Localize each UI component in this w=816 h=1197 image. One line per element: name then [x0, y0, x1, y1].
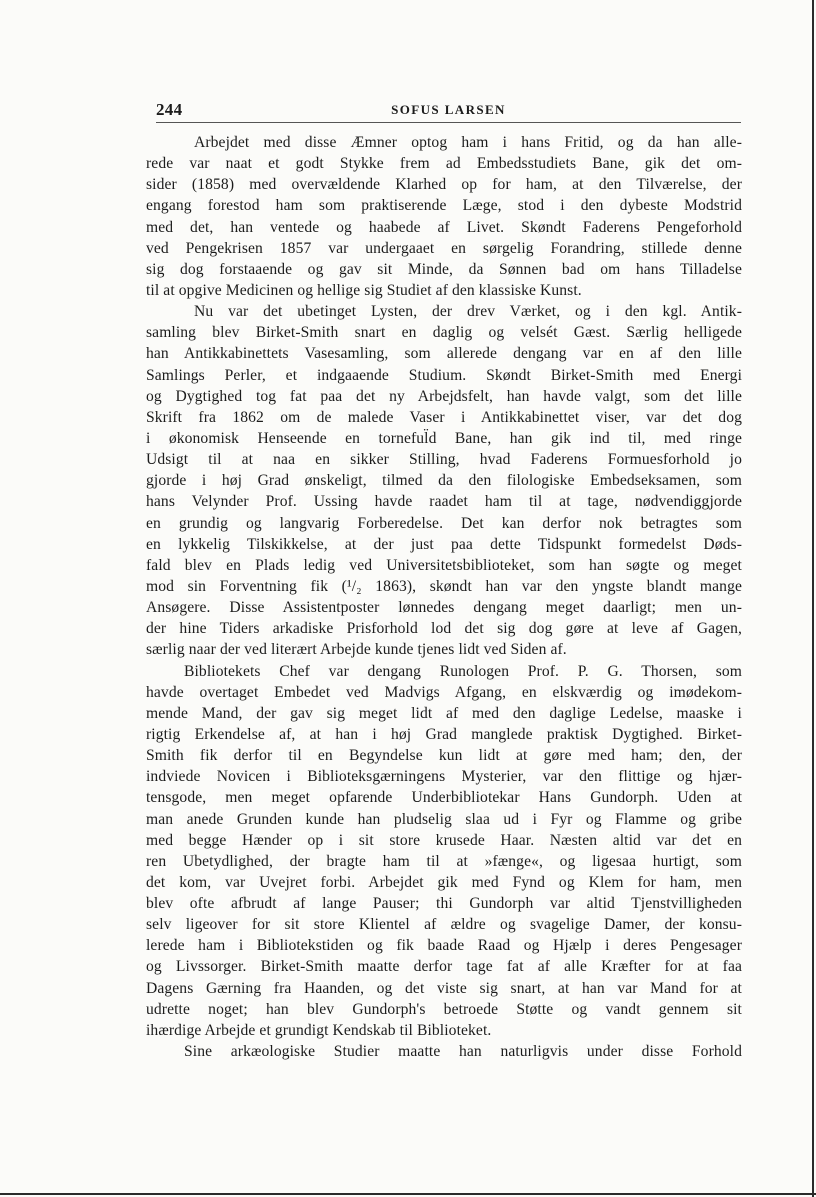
text-line: hans Velynder Prof. Ussing havde raadet ham til at tage, nødvendiggjorde: [146, 493, 742, 511]
text-line: til at opgive Medicinen og hellige sig Studiet af den klassiske Kunst.: [146, 281, 582, 299]
text-line: det kom, var Uvejret forbi. Arbejdet gik med Fynd og Klem for ham, men: [146, 873, 742, 891]
text-line: sider (1858) med overvældende Klarhed op for ham, at den Tilværelse, der: [146, 176, 742, 194]
text-line: mende Mand, der gav sig meget lidt af med den daglige Ledelse, maaske i: [146, 704, 742, 722]
text-line: ihærdige Arbejde et grundigt Kendskab til Biblioteket.: [146, 1021, 492, 1039]
text-line: Bibliotekets Chef var dengang Runologen Prof. P. G. Thorsen, som: [184, 662, 742, 680]
body-text: [146, 132, 742, 1062]
text-line: mod sin Forventning fik (¹/₂ 1863), skøndt han var den yngste blandt mange: [146, 577, 742, 595]
text-line: udrette noget; han blev Gundorph's betroede Støtte og vandt gennem sit: [146, 1000, 742, 1018]
page-number: 244: [156, 100, 183, 119]
page-header: [156, 100, 741, 124]
text-line: og Dygtighed tog fat paa det ny Arbejdsfelt, han havde valgt, som det lille: [146, 387, 742, 405]
text-line: Nu var det ubetinget Lysten, der drev Værket, og i den kgl. Antik-: [194, 303, 742, 321]
text-line: han Antikkabinettets Vasesamling, som allerede dengang var en af den lille: [146, 345, 742, 363]
text-line: engang forestod ham som praktiserende Læge, stod i den dybeste Modstrid: [146, 197, 742, 215]
running-head: SOFUS LARSEN: [391, 102, 506, 117]
text-line: rede var naat et godt Stykke frem ad Embedsstudiets Bane, gik det om-: [146, 155, 742, 173]
text-line: Skrift fra 1862 om de malede Vaser i Antikkabinettet viser, var det dog: [146, 408, 742, 426]
text-line: en lykkelig Tilskikkelse, at der just paa dette Tidspunkt formedelst Døds-: [146, 535, 742, 553]
text-line: Smith fik derfor til en Begyndelse kun lidt at gøre med ham; den, der: [146, 747, 742, 765]
text-line: i økonomisk Henseende en torneful̈d Bane, han gik ind til, med ringe: [146, 429, 742, 447]
text-line: Arbejdet med disse Æmner optog ham i hans Fritid, og da han alle-: [194, 134, 742, 151]
text-line: samling blev Birket-Smith snart en daglig og velsét Gæst. Særlig helligede: [146, 324, 742, 342]
scan-edge-right: [812, 0, 814, 1197]
text-line: Dagens Gærning fra Haanden, og det viste sig snart, at han var Mand for at: [146, 979, 742, 997]
text-line: Udsigt til at naa en sikker Stilling, hvad Faderens Formuesforhold jo: [146, 451, 742, 469]
text-line: ved Pengekrisen 1857 var undergaaet en sørgelig Forandring, stillede denne: [146, 239, 742, 257]
text-line: blev ofte afbrudt af lange Pauser; thi Gundorph var altid Tjenstvilligheden: [146, 895, 742, 913]
text-line: Samlings Perler, et indgaaende Studium. Skøndt Birket-Smith med Energi: [146, 366, 742, 384]
text-line: sig dog forstaaende og gav sit Minde, da Sønnen bad om hans Tilladelse: [146, 260, 742, 278]
text-line: en grundig og langvarig Forberedelse. Det kan derfor nok betragtes som: [146, 514, 742, 532]
text-line: Sine arkæologiske Studier maatte han naturligvis under disse Forhold: [184, 1043, 742, 1061]
text-line: med det, han ventede og haabede af Livet. Skøndt Faderens Pengeforhold: [146, 218, 742, 236]
text-line: særlig naar der ved literært Arbejde kunde tjenes lidt ved Siden af.: [146, 641, 567, 659]
text-line: der hine Tiders arkadiske Prisforhold lod det sig dog gøre at leve af Gagen,: [146, 620, 742, 638]
text-line: Ansøgere. Disse Assistentposter lønnedes dengang meget daarligt; men un-: [146, 599, 742, 617]
header-rule: [156, 122, 741, 123]
text-line: havde overtaget Embedet ved Madvigs Afgang, en elskværdig og imødekom-: [146, 683, 742, 701]
text-line: selv ligeover for sit store Klientel af ældre og svagelige Damer, der konsu-: [146, 916, 742, 934]
text-line: gjorde i høj Grad ønskeligt, tilmed da den filologiske Embedseksamen, som: [146, 472, 742, 490]
text-line: og Livssorger. Birket-Smith maatte derfor tage fat af alle Kræfter for at faa: [146, 958, 742, 976]
text-line: ren Ubetydlighed, der bragte ham til at »fænge«, og ligesaa hurtigt, som: [146, 852, 742, 870]
text-line: med begge Hænder op i sit store krusede Haar. Næsten altid var det en: [146, 831, 742, 849]
text-line: tensgode, men meget opfarende Underbibliotekar Hans Gundorph. Uden at: [146, 789, 742, 807]
text-line: man anede Grunden kunde han pludselig slaa ud i Fyr og Flamme og gribe: [146, 810, 742, 828]
text-line: indviede Novicen i Biblioteksgærningens Mysterier, var den flittige og hjær-: [146, 768, 742, 786]
scan-edge-bottom: [0, 1193, 816, 1195]
text-line: lerede ham i Bibliotekstiden og fik baade Raad og Hjælp i deres Pengesager: [146, 937, 742, 955]
text-line: fald blev en Plads ledig ved Universitetsbiblioteket, som han søgte og meget: [146, 556, 742, 574]
text-line: rigtig Erkendelse af, at han i høj Grad manglede praktisk Dygtighed. Birket-: [146, 725, 742, 743]
